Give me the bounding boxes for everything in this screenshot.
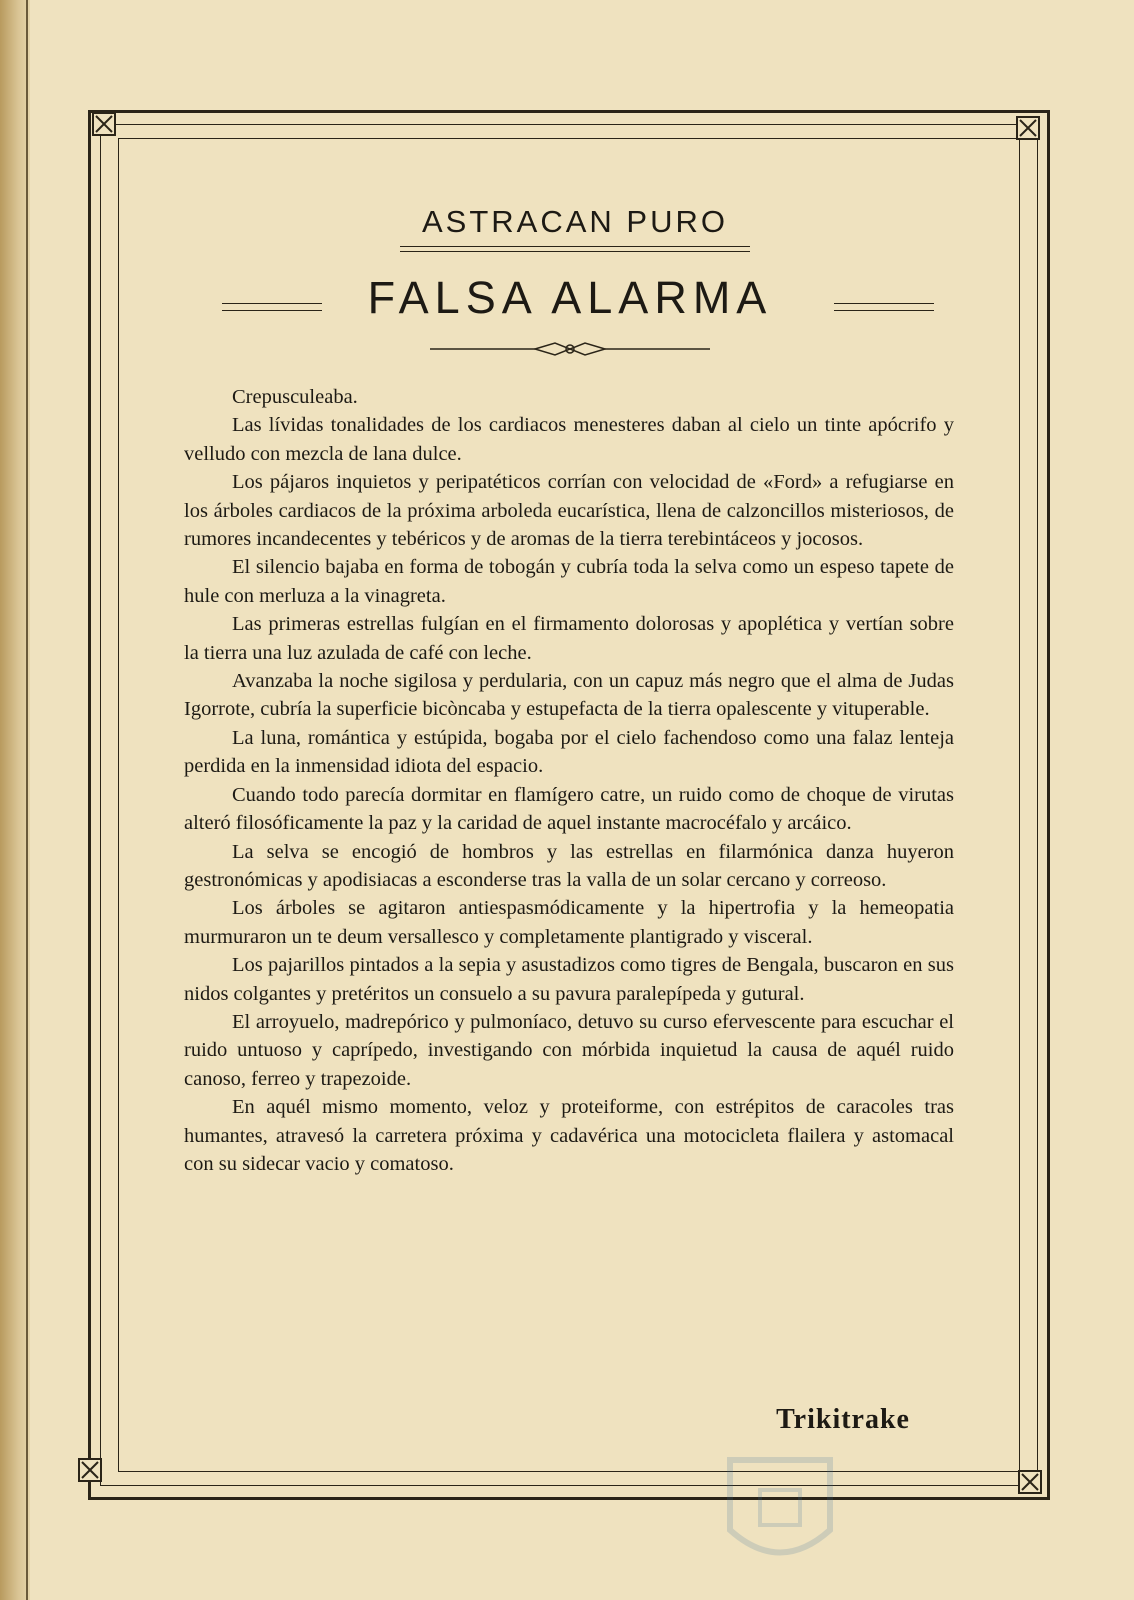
article-body (184, 383, 954, 1178)
article-title: FALSA ALARMA (367, 272, 773, 323)
corner-ornament-top-left (92, 112, 116, 136)
paragraph: Las primeras estrellas fulgían en el firmamento dolorosas y apoplética y vertían sobre la tierra una luz azulada de café con leche. (184, 613, 954, 664)
title-dash-right (834, 303, 934, 311)
title-ornament-icon (430, 338, 710, 360)
paragraph: El arroyuelo, madrepórico y pulmoníaco, detuvo su curso efervescente para escuchar el ruido untuoso y caprípedo, investigando con mórbida inquietud la causa de aquél ruido canoso, ferreo y trapezoide. (184, 1010, 954, 1090)
paragraph: Cuando todo parecía dormitar en flamígero catre, un ruido como de choque de virutas alteró filosóficamente la paz y la caridad de aquel instante macrocéfalo y arcáico. (184, 783, 954, 835)
author-signature: Trikitrake (776, 1404, 910, 1435)
watermark-shield-icon (720, 1450, 1050, 1580)
paragraph: El silencio bajaba en forma de tobogán y cubría toda la selva como un espeso tapete de hule con merluza a la vinagreta. (184, 556, 954, 607)
paragraph: La luna, romántica y estúpida, bogaba por el cielo fachendoso como una falaz lenteja perdida en la inmensidad idiota del espacio. (184, 726, 954, 778)
paragraph: Avanzaba la noche sigilosa y perdularia, con un capuz más negro que el alma de Judas Igorrote, cubría la superficie bicòncaba y estupefacta de la tierra opalescente y vituperable. (184, 670, 954, 721)
corner-ornament-top-right (1016, 116, 1040, 140)
spine-edge (26, 0, 28, 1600)
paragraph: Las lívidas tonalidades de los cardiacos menesteres daban al cielo un tinte apócrifo y velludo con mezcla de lana dulce. (184, 414, 954, 465)
corner-ornament-bottom-left (78, 1458, 102, 1482)
section-kicker: ASTRACAN PURO (422, 204, 728, 239)
paragraph: Los pajarillos pintados a la sepia y asustadizos como tigres de Bengala, buscaron en sus nidos colgantes y pretéritos un consuelo a su pavura paralepípeda y gutural. (184, 954, 954, 1005)
paragraph: En aquél mismo momento, veloz y proteiforme, con estrépitos de caracoles tras humantes, atravesó la carretera próxima y cadavérica una motocicleta flailera y astomacal con su sidecar vacio y comatoso. (184, 1096, 954, 1175)
kicker-underline (400, 246, 750, 252)
paragraph: Crepusculeaba. (232, 386, 358, 408)
paragraph: Los árboles se agitaron antiespasmódicamente y la hipertrofia y la hemeopatia murmuraron un te deum versallesco y completamente plantigrado y visceral. (184, 897, 954, 948)
paragraph: La selva se encogió de hombros y las estrellas en filarmónica danza huyeron gestronómicas y apodisiacas a esconderse tras la valla de un solar cercano y correoso. (184, 840, 954, 891)
paragraph: Los pájaros inquietos y peripatéticos corrían con velocidad de «Ford» a refugiarse en los árboles cardiacos de la próxima arboleda eucarística, llena de calzoncillos misteriosos, de rumores incandecentes y tebéricos y de aromas de la tierra terebintáceos y jocosos. (184, 471, 954, 551)
